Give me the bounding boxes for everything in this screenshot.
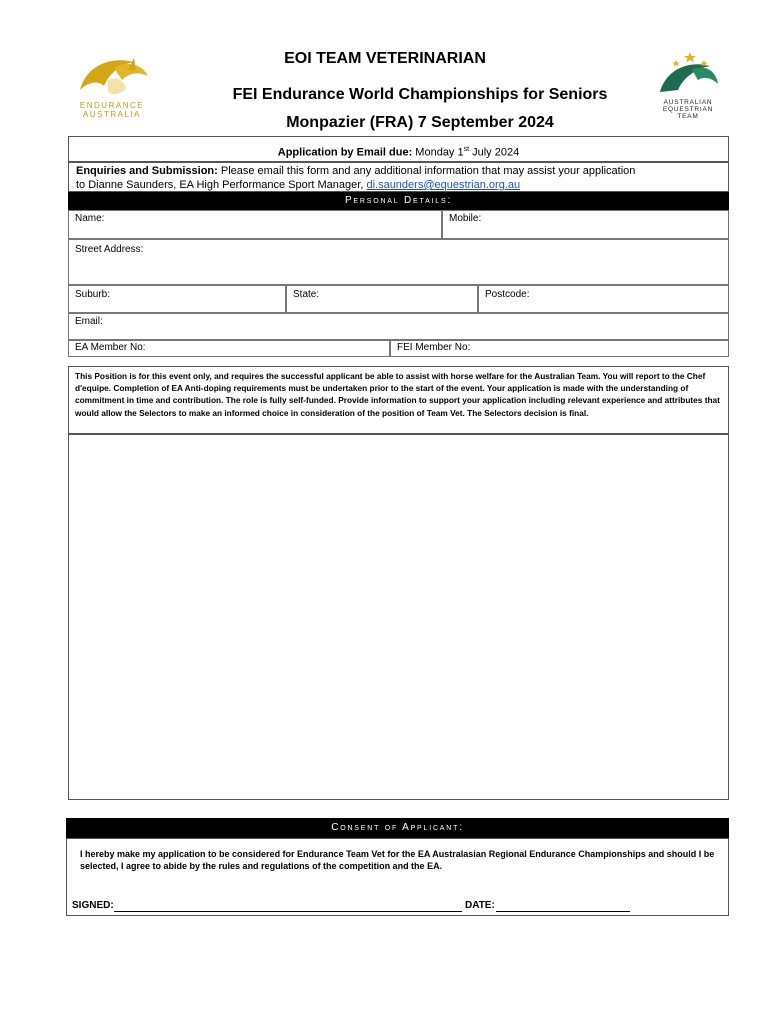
email-field[interactable] [68,313,729,340]
left-logo-text: ENDURANCE AUSTRALIA [79,101,145,119]
enquiries [68,162,729,192]
event-subtitle: FEI Endurance World Championships for Seniors [232,86,608,103]
date-label: DATE: [465,900,495,911]
ea-member-label: EA Member No: [75,342,146,353]
state-label: State: [293,289,320,300]
due-date-prefix: Monday 1 [415,146,464,159]
signature-line[interactable] [114,911,462,912]
page-title: EOI TEAM VETERINARIAN [284,50,486,67]
right-logo-text: AUSTRALIAN EQUESTRIAN TEAM [662,99,714,120]
fei-member-field[interactable] [390,340,729,357]
postcode-label: Postcode: [485,289,530,300]
ea-member-field[interactable] [68,340,390,357]
enquiries-text-1: Please email this form and any additional information that may assist your application [217,165,636,177]
name-label: Name: [75,213,105,224]
due-label: Application by Email due: [277,146,413,159]
event-location-date: Monpazier (FRA) 7 September 2024 [286,114,554,131]
suburb-label: Suburb: [75,289,111,300]
suburb-field[interactable] [68,285,286,313]
signed-label: SIGNED: [72,900,114,911]
application-due [68,136,729,162]
state-field[interactable] [286,285,478,313]
application-response-area[interactable] [68,434,729,800]
personal-details-heading: Personal Details: [68,192,729,210]
email-label: Email: [75,316,103,327]
mobile-field[interactable] [442,210,729,239]
due-date-sup: st [463,146,470,153]
enquiries-text-2: to Dianne Saunders, EA High Performance Sport Manager, [76,179,367,191]
mobile-label: Mobile: [449,213,482,224]
contact-email-link[interactable]: di.saunders@equestrian.org.au [366,179,521,191]
fei-member-label: FEI Member No: [397,342,471,353]
consent-heading: Consent of Applicant: [66,818,729,838]
name-field[interactable] [68,210,442,239]
enquiries-label: Enquiries and Submission: [76,165,218,177]
postcode-field[interactable] [478,285,729,313]
street-address-field[interactable] [68,239,729,285]
street-address-label: Street Address: [75,244,144,255]
due-date-suffix: July 2024 [469,146,520,159]
date-line[interactable] [496,911,630,912]
consent-text: I hereby make my application to be considered for Endurance Team Vet for the EA Australasian Regional Endurance Championships and should I be selected, I agree to abide by the rules and regulations of the competition and the EA. [80,849,715,871]
position-description: This Position is for this event only, and requires the successful applicant be able to assist with horse welfare for the Australian Team. You will report to the Chef d'equipe. Completion of EA Anti-doping requirements must be undertaken prior to the start of the event. Your application is made with the understanding of commitment in time and contribution. The role is fully self-funded. Provide information to support your application including relevant experience and attributes that would allow the Selectors to make an informed choice in consideration of the position of Team Vet. The Selectors decision is final. [68,366,729,434]
